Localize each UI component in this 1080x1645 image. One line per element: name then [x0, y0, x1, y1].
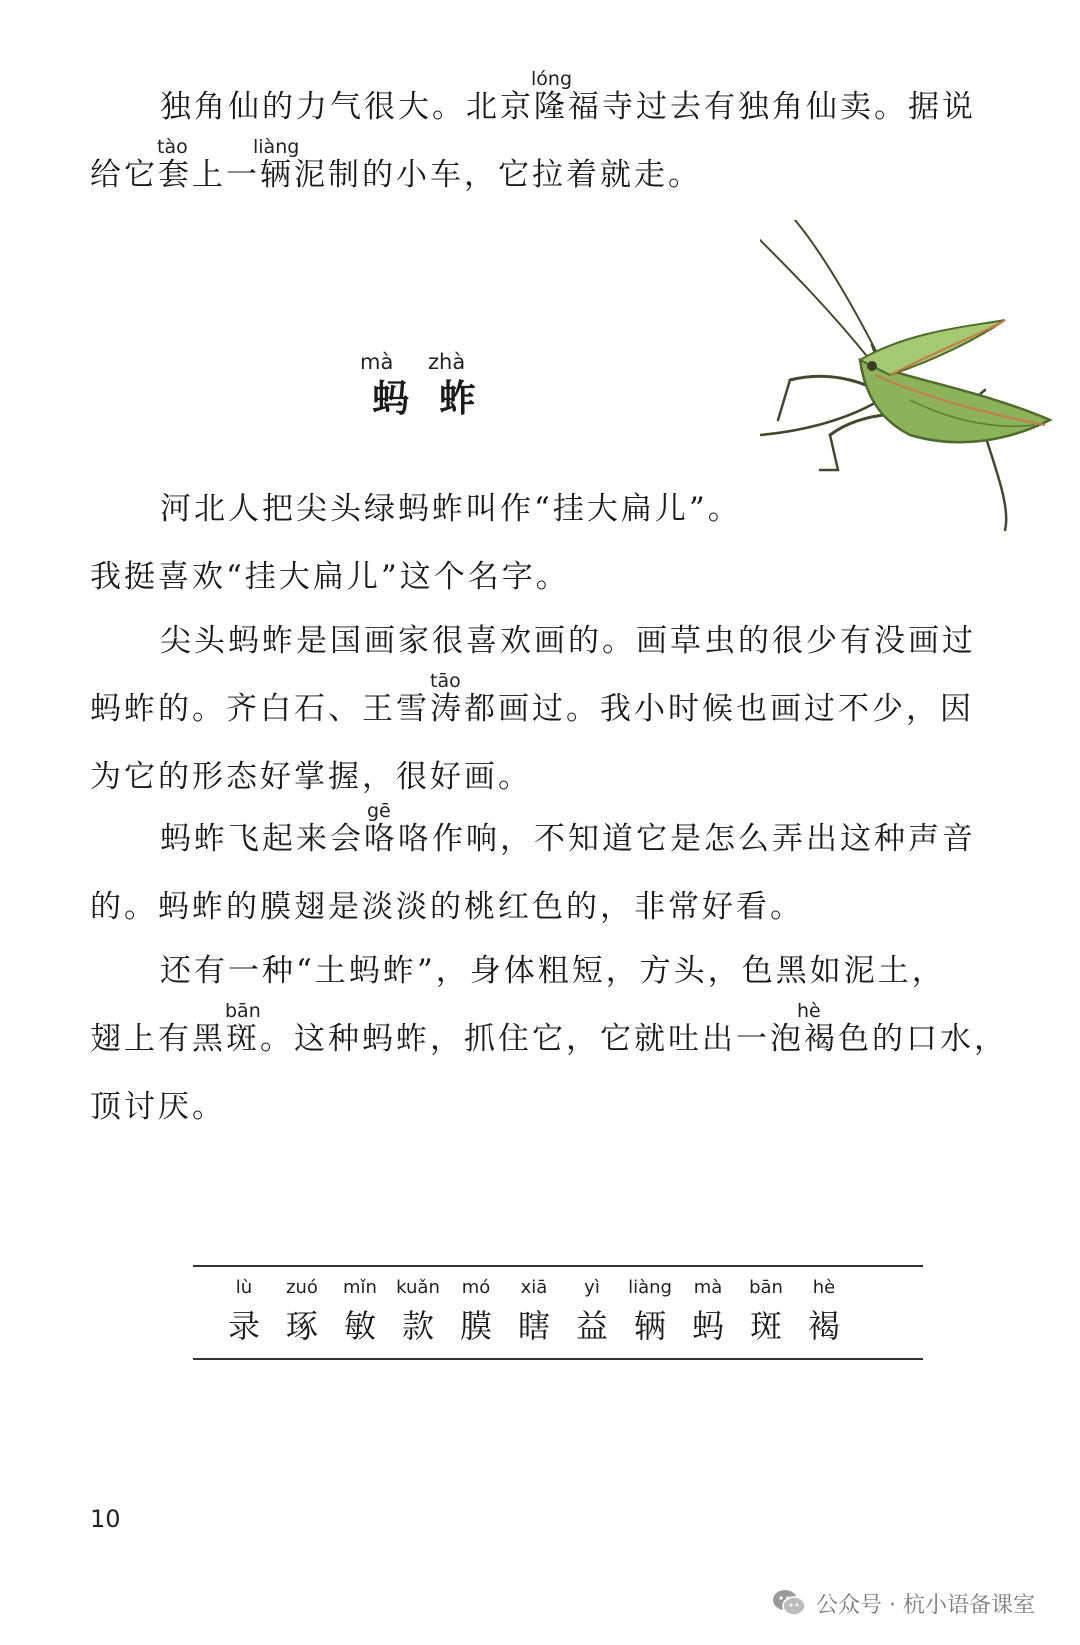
- page-number: 10: [90, 1505, 121, 1533]
- vocab-item: [735, 1277, 797, 1347]
- title-pinyin: mà: [360, 350, 394, 374]
- vocab-item: [329, 1277, 391, 1347]
- vocabulary-box: [193, 1265, 923, 1360]
- vocab-pinyin: mà: [693, 1277, 723, 1298]
- section-title: [372, 368, 506, 422]
- vocab-item: [619, 1277, 681, 1347]
- line-text: 给它套上一辆泥制的小车，它拉着就走。: [90, 157, 702, 193]
- vocab-char: 膜: [459, 1307, 492, 1345]
- text-line: [90, 136, 1040, 204]
- paragraph: [90, 470, 1040, 606]
- vocab-char: 琢: [285, 1307, 318, 1345]
- line-text: 翅上有黑斑。这种蚂蚱，抓住它，它就吐出一泡褐色的口水，: [90, 1021, 1008, 1057]
- line-text: 独角仙的力气很大。北京隆福寺过去有独角仙卖。据说: [160, 89, 976, 125]
- paragraph: [90, 602, 1040, 806]
- vocab-char: 蚂: [691, 1307, 724, 1345]
- title-char: 蚂: [372, 376, 439, 420]
- text-line: [90, 538, 1040, 606]
- vocab-char: 斑: [749, 1307, 782, 1345]
- vocab-pinyin: zuó: [286, 1277, 318, 1298]
- paragraph: [90, 800, 1040, 936]
- text-line: [90, 932, 1040, 1000]
- vocab-item: [677, 1277, 739, 1347]
- pinyin-annotation: bān: [225, 1000, 261, 1022]
- vocab-item: [445, 1277, 507, 1347]
- line-text: 河北人把尖头绿蚂蚱叫作“挂大扁儿”。: [160, 491, 742, 527]
- vocab-item: [793, 1277, 855, 1347]
- pinyin-annotation: tào: [157, 136, 188, 158]
- text-line: [90, 1000, 1040, 1068]
- line-text: 为它的形态好掌握，很好画。: [90, 759, 532, 795]
- vocab-pinyin: mó: [461, 1277, 491, 1298]
- vocab-pinyin: liàng: [628, 1277, 672, 1298]
- title-char: 蚱: [439, 376, 506, 420]
- vocab-char: 益: [575, 1307, 608, 1345]
- vocab-pinyin: xiā: [520, 1277, 548, 1298]
- pinyin-annotation: tāo: [430, 670, 461, 692]
- vocab-item: [271, 1277, 333, 1347]
- vocab-pinyin: bān: [749, 1277, 783, 1298]
- divider: [193, 1265, 923, 1267]
- pinyin-annotation: lóng: [531, 68, 573, 90]
- vocab-pinyin: yì: [584, 1277, 600, 1298]
- vocab-pinyin: lù: [235, 1277, 253, 1298]
- vocab-char: 瞎: [517, 1307, 550, 1345]
- pinyin-annotation: liàng: [253, 136, 300, 158]
- text-line: [90, 670, 1040, 738]
- text-line: [90, 868, 1040, 936]
- paragraph: [90, 932, 1040, 1136]
- vocab-item: [387, 1277, 449, 1347]
- vocab-pinyin: mǐn: [343, 1277, 377, 1298]
- vocab-item: [503, 1277, 565, 1347]
- wechat-icon: [772, 1588, 806, 1618]
- line-text: 还有一种“土蚂蚱”，身体粗短，方头，色黑如泥土，: [160, 953, 946, 989]
- watermark: [772, 1585, 1035, 1621]
- watermark-text: 公众号 · 杭小语备课室: [816, 1592, 1035, 1618]
- line-text: 顶讨厌。: [90, 1089, 226, 1125]
- line-text: 蚂蚱的。齐白石、王雪涛都画过。我小时候也画过不少，因: [90, 691, 974, 727]
- vocab-pinyin: kuǎn: [396, 1277, 440, 1298]
- text-line: [90, 602, 1040, 670]
- line-text: 尖头蚂蚱是国画家很喜欢画的。画草虫的很少有没画过: [160, 623, 976, 659]
- vocab-item: [561, 1277, 623, 1347]
- pinyin-annotation: hè: [797, 1000, 821, 1022]
- title-pinyin: zhà: [428, 350, 466, 374]
- line-text: 的。蚂蚱的膜翅是淡淡的桃红色的，非常好看。: [90, 889, 804, 925]
- vocab-char: 款: [401, 1307, 434, 1345]
- line-text: 蚂蚱飞起来会咯咯作响，不知道它是怎么弄出这种声音: [160, 821, 976, 857]
- vocab-char: 录: [227, 1307, 260, 1345]
- vocab-char: 敏: [343, 1307, 376, 1345]
- divider: [193, 1358, 923, 1360]
- vocab-char: 辆: [633, 1307, 666, 1345]
- top-paragraph: [90, 68, 1040, 204]
- vocab-item: [213, 1277, 275, 1347]
- text-line: [90, 800, 1040, 868]
- pinyin-annotation: gē: [367, 800, 391, 822]
- vocab-char: 褐: [807, 1307, 840, 1345]
- text-line: [90, 68, 1040, 136]
- vocab-pinyin: hè: [812, 1277, 836, 1298]
- text-line: [90, 470, 1040, 538]
- line-text: 我挺喜欢“挂大扁儿”这个名字。: [90, 559, 570, 595]
- text-line: [90, 1068, 1040, 1136]
- text-line: [90, 738, 1040, 806]
